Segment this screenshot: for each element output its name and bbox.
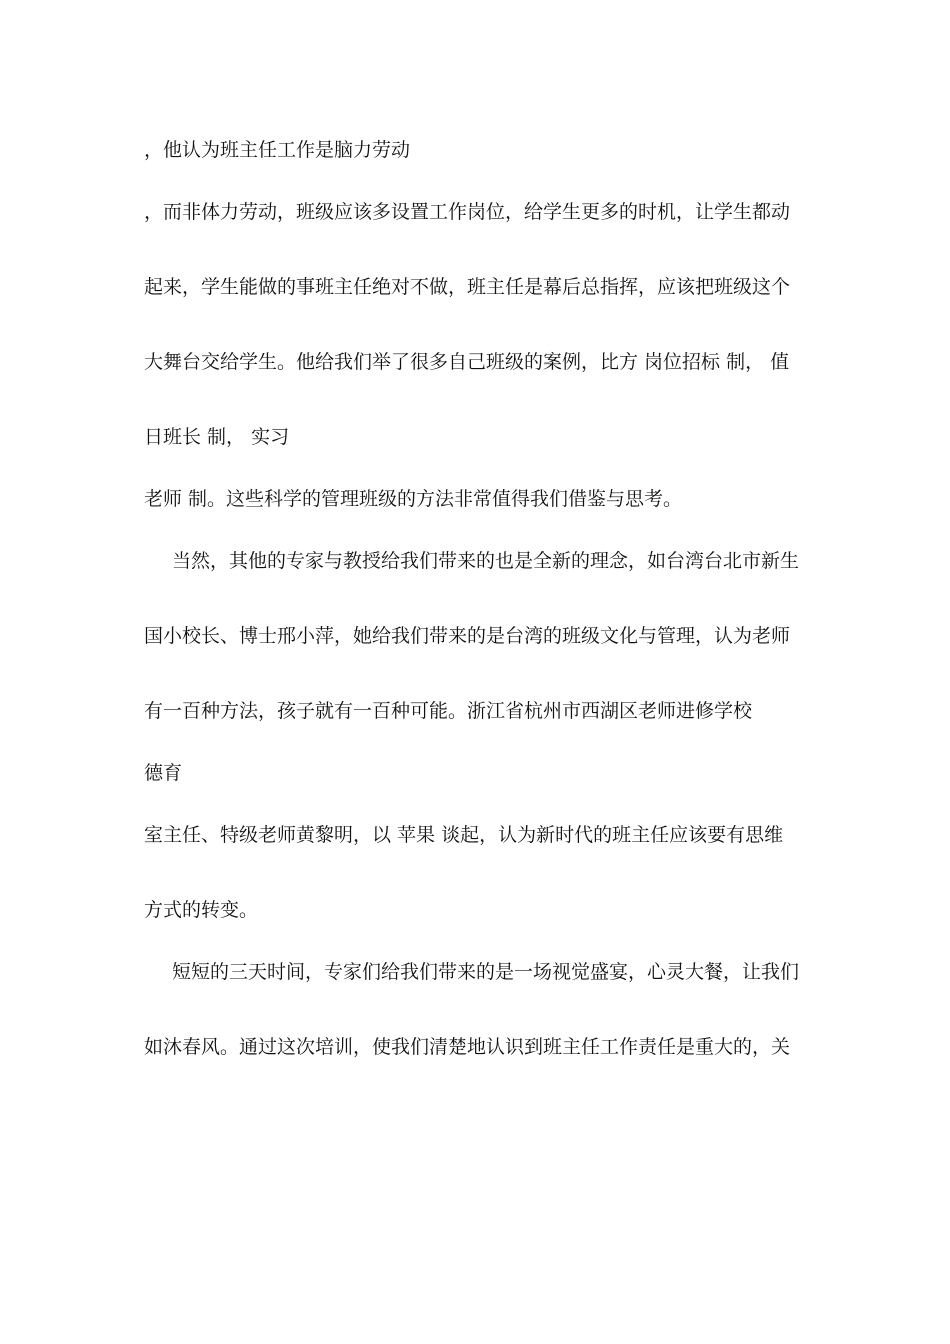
text-line: 室主任、特级老师黄黎明，以 苹果 谈起，认为新时代的班主任应该要有思维 xyxy=(144,824,784,846)
text-line: 日班长 制， 实习 xyxy=(144,426,290,448)
text-line: ，他认为班主任工作是脑力劳动 xyxy=(144,139,411,161)
text-line: 有一百种方法，孩子就有一百种可能。浙江省杭州市西湖区老师进修学校 xyxy=(144,700,753,722)
text-line: 大舞台交给学生。他给我们举了很多自己班级的案例，比方 岗位招标 制， 值 xyxy=(144,351,790,373)
text-line: 德育 xyxy=(144,762,183,784)
text-line: 方式的转变。 xyxy=(144,899,259,921)
text-line: ，而非体力劳动，班级应该多设置工作岗位，给学生更多的时机，让学生都动 xyxy=(144,201,791,223)
text-line: 起来，学生能做的事班主任绝对不做，班主任是幕后总指挥，应该把班级这个 xyxy=(144,276,791,298)
text-line: 如沐春风。通过这次培训，使我们清楚地认识到班主任工作责任是重大的，关 xyxy=(144,1036,791,1058)
text-line: 老师 制。这些科学的管理班级的方法非常值得我们借鉴与思考。 xyxy=(144,488,683,510)
text-line: 当然，其他的专家与教授给我们带来的也是全新的理念，如台湾台北市新生 xyxy=(172,550,800,572)
text-line: 短短的三天时间，专家们给我们带来的是一场视觉盛宴，心灵大餐，让我们 xyxy=(172,961,800,983)
text-line: 国小校长、博士邢小萍，她给我们带来的是台湾的班级文化与管理，认为老师 xyxy=(144,625,791,647)
